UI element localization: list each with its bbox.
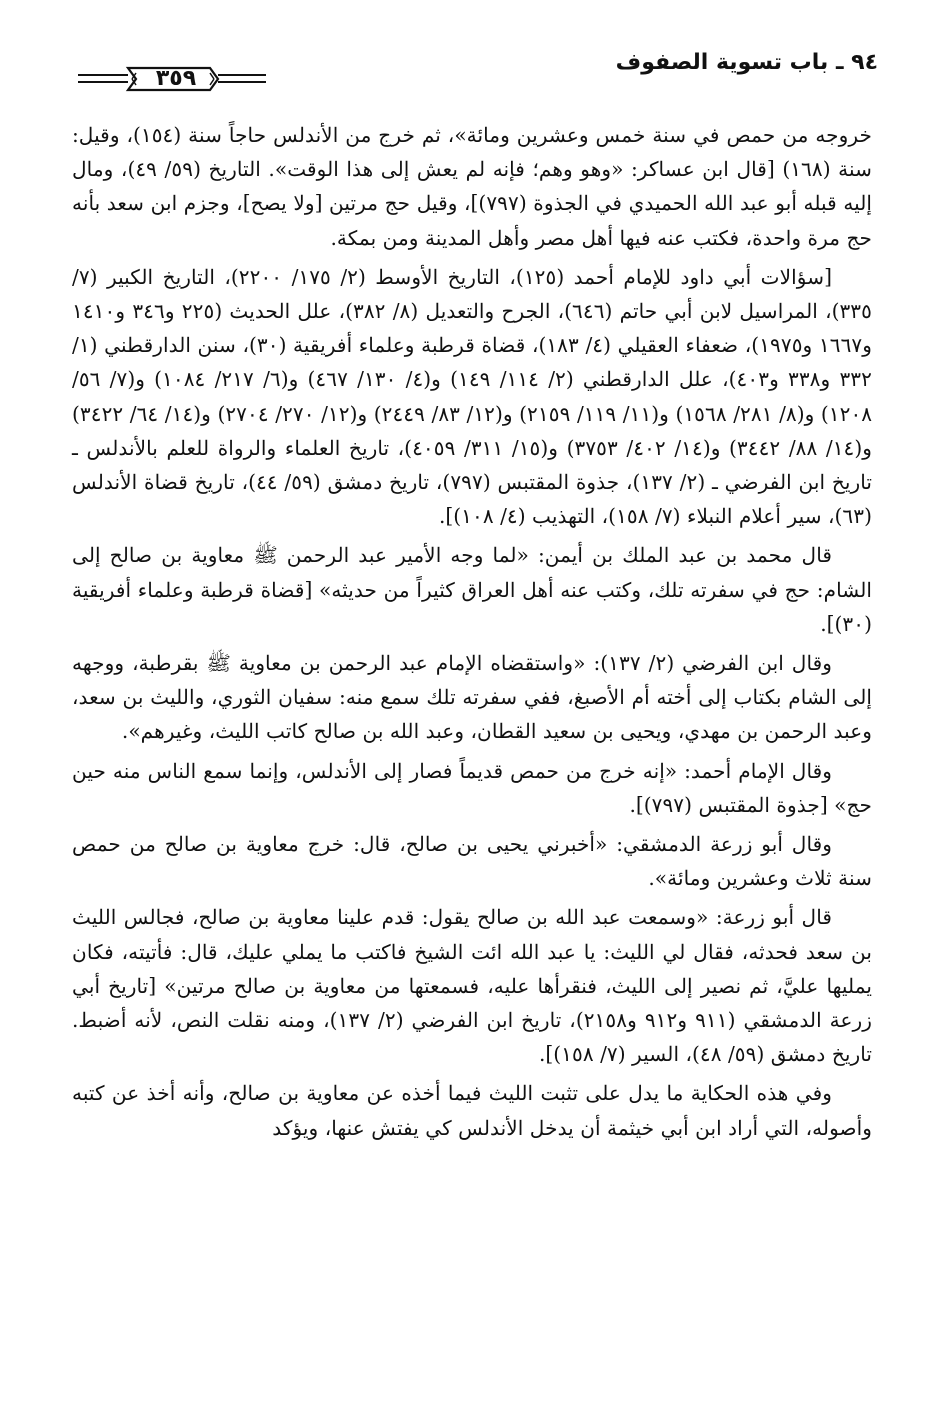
page-number: ٣٥٩: [155, 66, 197, 91]
paragraph: خروجه من حمص في سنة خمس وعشرين ومائة»، ثم خرج من الأندلس حاجاً سنة (١٥٤)، وقيل: سنة (١٦٨) [قال ابن عساكر: «وهو وهم؛ فإنه لم يعش إلى هذا الوقت». التاريخ (٥٩/ ٤٩)، ومال إليه قبله أبو عبد الله الحميدي في الجذوة (٧٩٧)]، وقيل حج مرتين [ولا يصح]، وجزم ابن سعد بأنه حج مرة واحدة، فكتب عنه فيها أهل مصر وأهل المدينة ومن بمكة.: [72, 123, 873, 250]
body-text: [72, 118, 872, 1150]
paragraph: وفي هذه الحكاية ما يدل على تثبت الليث فيما أخذه عن معاوية بن صالح، وأنه أخذ عن كتبه وأصوله، التي أراد ابن أبي خيثمة أن يدخل الأندلس كي يفتش عنها، ويؤكد: [72, 1081, 872, 1140]
page-number-ornament: [78, 64, 266, 94]
chapter-title: ٩٤ ـ باب تسوية الصفوف: [615, 50, 878, 75]
page-header: [70, 44, 878, 100]
paragraph: وقال الإمام أحمد: «إنه خرج من حمص قديماً فصار إلى الأندلس، وإنما سمع الناس منه حين حج» [جذوة المقتبس (٧٩٧)].: [72, 758, 872, 817]
paragraph: قال أبو زرعة: «وسمعت عبد الله بن صالح يقول: قدم علينا معاوية بن صالح، فجالس الليث بن سعد فحدثه، فقال لي الليث: يا عبد الله ائت الشيخ فاكتب ما يملي عليك، قال: فأتيته، فكان يمليها عليَّ، ثم نصير إلى الليث، فنقرأها عليه، فسمعتها من معاوية بن صالح مرتين» [تاريخ أبي زرعة الدمشقي (٩١١ و٩١٢ و٢١٥٨)، تاريخ ابن الفرضي (٢/ ١٣٧)، ومنه نقلت النص، لأنه أضبط. تاريخ دمشق (٥٩/ ٤٨)، السير (٧/ ١٥٨)].: [72, 905, 873, 1067]
paragraph: وقال أبو زرعة الدمشقي: «أخبرني يحيى بن صالح، قال: خرج معاوية بن صالح من حمص سنة ثلاث وعشرين ومائة».: [72, 832, 872, 891]
paragraph: وقال ابن الفرضي (٢/ ١٣٧): «واستقضاه الإمام عبد الرحمن بن معاوية ﷺ بقرطبة، ووجهه إلى الشام بكتاب إلى أخته أم الأصبغ، ففي سفرته تلك سمع منه: سفيان الثوري، والليث بن سعد، وعبد الرحمن بن مهدي، ويحيى بن سعيد القطان، وعبد الله بن صالح كاتب الليث، وغيرهم».: [72, 651, 872, 744]
paragraph: قال محمد بن عبد الملك بن أيمن: «لما وجه الأمير عبد الرحمن ﷺ معاوية بن صالح إلى الشام: حج في سفرته تلك، وكتب عنه أهل العراق كثيراً من حديثه» [قضاة قرطبة وعلماء أفريقية (٣٠)].: [72, 543, 872, 636]
paragraph: [سؤالات أبي داود للإمام أحمد (١٢٥)، التاريخ الأوسط (٢/ ١٧٥/ ٢٢٠٠)، التاريخ الكبير (٧/ ٣٣٥)، المراسيل لابن أبي حاتم (٦٤٦)، الجرح والتعديل (٨/ ٣٨٢)، علل الحديث (٢٢٥ و٣٤٦ و١٤١٠ و١٦٦٧ و١٩٧٥)، ضعفاء العقيلي (٤/ ١٨٣)، قضاة قرطبة وعلماء أفريقية (٣٠)، سنن الدارقطني (١/ ٣٣٢ و٣٣٨ و٤٠٣)، علل الدارقطني (٢/ ١١٤/ ١٤٩) و(٤/ ١٣٠/ ٤٦٧) و(٦/ ٢١٧/ ١٠٨٤) و(٧/ ٥٦/ ١٢٠٨) و(٨/ ٢٨١/ ١٥٦٨) و(١١/ ١١٩/ ٢١٥٩) و(١٢/ ٨٣/ ٢٤٤٩) و(١٢/ ٢٧٠/ ٢٧٠٤) و(١٤/ ٦٤/ ٣٤٢٢) و(١٤/ ٨٨/ ٣٤٤٢) و(١٤/ ٤٠٢/ ٣٧٥٣) و(١٥/ ٣١١/ ٤٠٥٩)، تاريخ العلماء والرواة للعلم بالأندلس ـ تاريخ ابن الفرضي ـ (٢/ ١٣٧)، جذوة المقتبس (٧٩٧)، تاريخ دمشق (٥٩/ ٤٤)، تاريخ قضاة الأندلس (٦٣)، سير أعلام النبلاء (٧/ ١٥٨)، التهذيب (٤/ ١٠٨)].: [72, 264, 873, 529]
